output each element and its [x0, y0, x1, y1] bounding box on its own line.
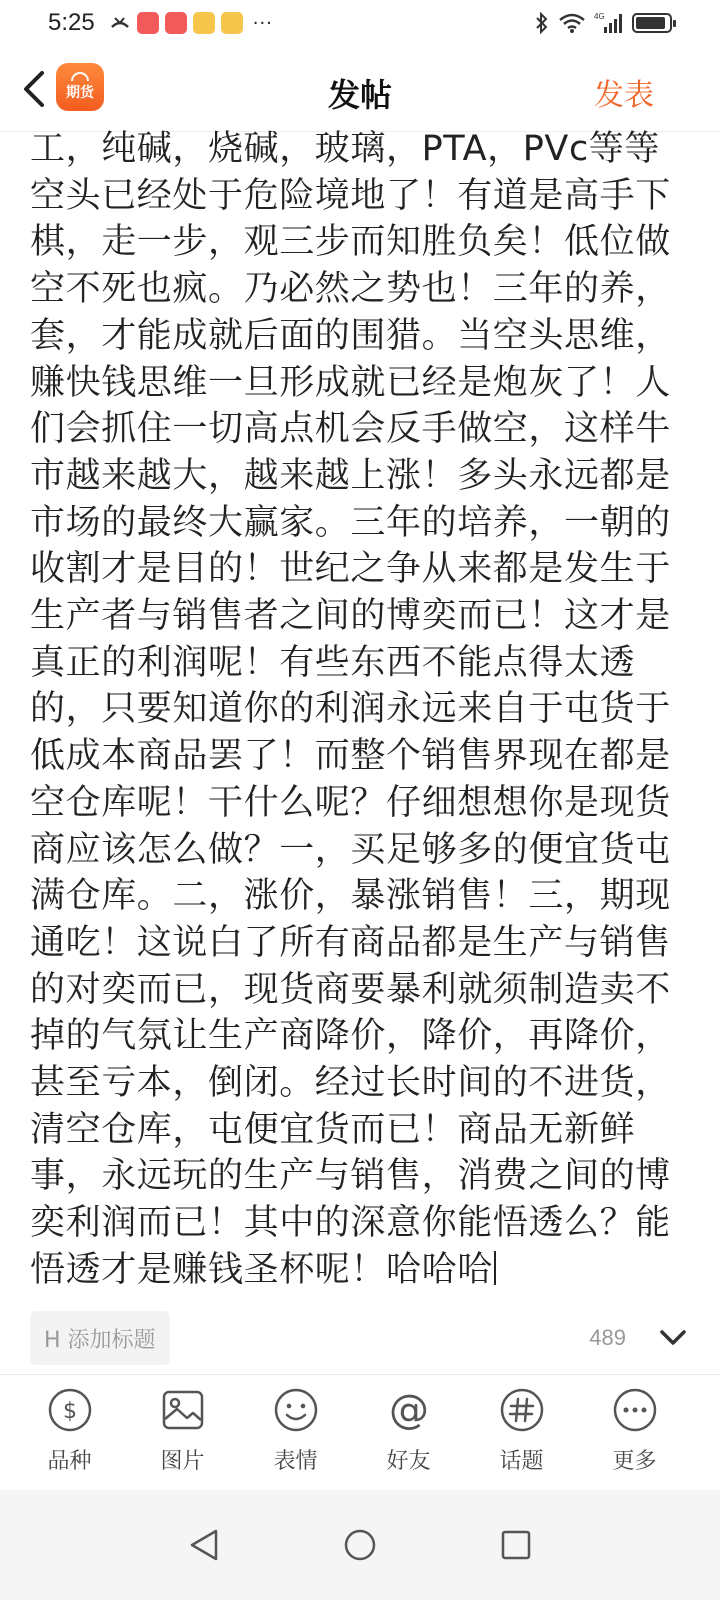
notification-icons [109, 12, 273, 34]
post-body-text: 工，纯碱，烧碱，玻璃，PTA，PVc等等空头已经处于危险境地了！有道是高手下棋，走一步，观三步而知胜负矣！低位做空不死也疯。乃必然之势也！三年的养，套，才能成就后面的围猎。当空头思维，赚快钱思维一旦形成就已经是炮灰了！人们会抓住一切高点机会反手做空，这样牛市越来越大，越来越上涨！多头永远都是市场的最终大赢家。三年的培养，一朝的收割才是目的！世纪之争从来都是发生于生产者与销售者之间的博奕而已！这才是真正的利润呢！有些东西不能点得太透的，只要知道你的利润永远来自于屯货于低成本商品罢了！而整个销售界现在都是空仓库呢！干什么呢？仔细想想你是现货商应该怎么做？一，买足够多的便宜货屯满仓库。二，涨价，暴涨销售！三，期现通吃！这说白了所有商品都是生产与销售的对奕而已，现货商要暴利就须制造卖不掉的气氛让生产商降价，降价，再降价，甚至亏本，倒闭。经过长时间的不进货，清空仓库，屯便宜货而已！商品无新鲜事，永远玩的生产与销售，消费之间的博奕利润而已！其中的深意你能悟透么？能悟透才是赚钱圣杯呢！哈哈哈 [30, 129, 671, 1290]
chevron-left-icon [22, 69, 46, 109]
tool-image[interactable] [126, 1386, 239, 1486]
more-notifications-icon: ··· [252, 12, 273, 34]
publish-button[interactable]: 发表 [594, 78, 654, 113]
back-button[interactable] [18, 68, 50, 110]
logo-mark-icon [71, 72, 89, 81]
collapse-keyboard-button[interactable] [656, 1321, 690, 1355]
system-home-button[interactable] [342, 1527, 378, 1563]
smiley-icon [272, 1386, 320, 1434]
tool-variety[interactable] [13, 1386, 126, 1486]
tool-label: 好友 [386, 1449, 431, 1474]
post-body-editor[interactable] [30, 126, 690, 1310]
title-row [30, 1310, 690, 1366]
add-title-button[interactable]: H 添加标题 [30, 1311, 170, 1365]
wifi-icon [558, 12, 586, 34]
tool-label: 图片 [160, 1449, 205, 1474]
app-logo [56, 63, 104, 111]
battery-level [636, 17, 665, 29]
tool-label: 品种 [47, 1449, 92, 1474]
network-type: 4G [594, 12, 605, 21]
bluetooth-icon [534, 11, 550, 35]
missed-call-icon [109, 12, 131, 34]
text-cursor [494, 1251, 496, 1285]
triangle-back-icon [188, 1528, 220, 1562]
more-icon [611, 1386, 659, 1434]
page-title: 发帖 [327, 76, 392, 114]
tool-mention[interactable] [352, 1386, 465, 1486]
system-status [534, 11, 672, 35]
image-icon [159, 1386, 207, 1434]
word-count: 489 [589, 1325, 626, 1350]
circle-home-icon [343, 1528, 377, 1562]
editor-toolbar [0, 1386, 720, 1486]
app-notification-icon [165, 12, 187, 34]
weibo-notification-icon [221, 12, 243, 34]
at-icon [385, 1386, 433, 1434]
battery-icon [632, 13, 672, 33]
svg-text:$: $ [62, 1399, 77, 1424]
nav-bar [0, 46, 720, 132]
dollar-circle-icon [46, 1386, 94, 1434]
signal-icon [594, 11, 624, 35]
chevron-down-icon [659, 1329, 687, 1347]
app-notification-icon [137, 12, 159, 34]
svg-text:@: @ [388, 1387, 429, 1433]
hashtag-icon [498, 1386, 546, 1434]
system-back-button[interactable] [186, 1527, 222, 1563]
tool-topic[interactable] [465, 1386, 578, 1486]
system-navigation-bar [0, 1490, 720, 1600]
weibo-notification-icon [193, 12, 215, 34]
tool-emoji[interactable] [239, 1386, 352, 1486]
tool-more[interactable] [578, 1386, 691, 1486]
system-recents-button[interactable] [498, 1527, 534, 1563]
square-recents-icon [500, 1529, 532, 1561]
status-bar [0, 0, 720, 46]
tool-label: 表情 [273, 1449, 318, 1474]
tool-label: 更多 [612, 1449, 657, 1474]
tool-label: 话题 [499, 1449, 544, 1474]
logo-text: 期货 [66, 85, 94, 101]
divider [0, 1374, 720, 1375]
status-time: 5:25 [48, 9, 95, 36]
